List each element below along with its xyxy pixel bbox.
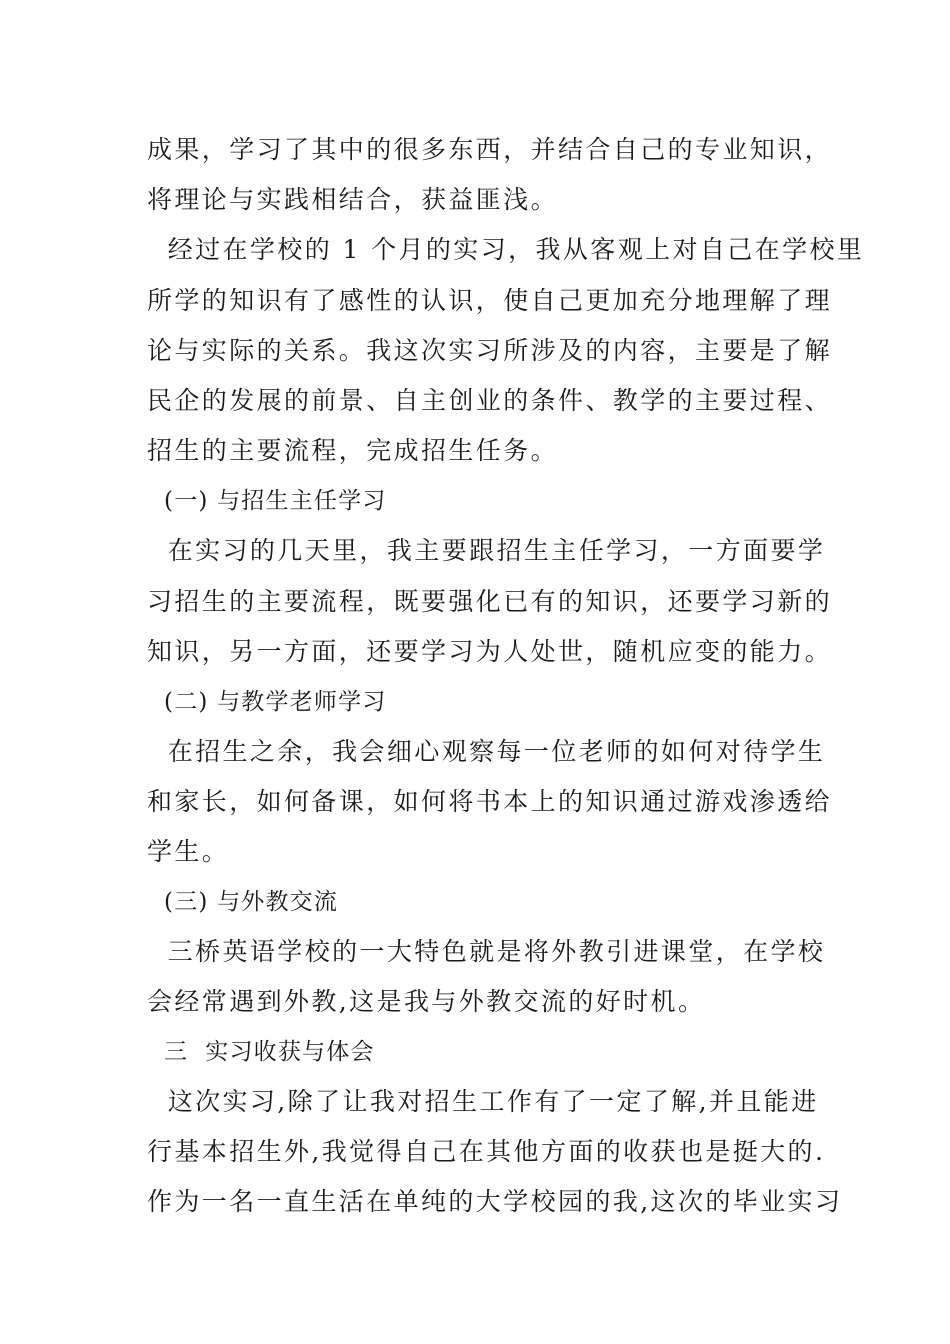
- text-line: 论与实际的关系。我这次实习所涉及的内容，主要是了解: [147, 336, 833, 365]
- text-line: 知识，另一方面，还要学习为人处世，随机应变的能力。: [147, 637, 833, 666]
- text-line: 在招生之余，我会细心观察每一位老师的如何对待学生: [147, 737, 826, 766]
- text-line: 将理论与实践相结合，获益匪浅。: [147, 185, 559, 214]
- text-line: 这次实习,除了让我对招生工作有了一定了解,并且能进: [147, 1087, 819, 1116]
- section-heading: (三) 与外教交流: [147, 889, 339, 915]
- text-line: 经过在学校的 1 个月的实习，我从客观上对自己在学校里: [147, 235, 865, 264]
- section-heading: (二) 与教学老师学习: [147, 689, 387, 715]
- section-heading: (一) 与招生主任学习: [147, 488, 387, 514]
- text-line: 会经常遇到外教,这是我与外教交流的好时机。: [147, 987, 706, 1016]
- text-line: 行基本招生外,我觉得自己在其他方面的收获也是挺大的.: [147, 1137, 826, 1166]
- text-line: 三桥英语学校的一大特色就是将外教引进课堂，在学校: [147, 937, 826, 966]
- text-line: 成果，学习了其中的很多东西，并结合自己的专业知识，: [147, 135, 833, 164]
- text-line: 和家长，如何备课，如何将书本上的知识通过游戏渗透给: [147, 787, 833, 816]
- text-line: 作为一名一直生活在单纯的大学校园的我,这次的毕业实习: [147, 1187, 843, 1216]
- text-line: 在实习的几天里，我主要跟招生主任学习，一方面要学: [147, 536, 826, 565]
- text-line: 招生的主要流程，完成招生任务。: [147, 436, 559, 465]
- text-line: 习招生的主要流程，既要强化已有的知识，还要学习新的: [147, 587, 833, 616]
- section-heading: 三 实习收获与体会: [147, 1039, 375, 1065]
- text-line: 民企的发展的前景、自主创业的条件、教学的主要过程、: [147, 386, 833, 415]
- text-line: 所学的知识有了感性的认识，使自己更加充分地理解了理: [147, 286, 833, 315]
- text-line: 学生。: [147, 837, 230, 866]
